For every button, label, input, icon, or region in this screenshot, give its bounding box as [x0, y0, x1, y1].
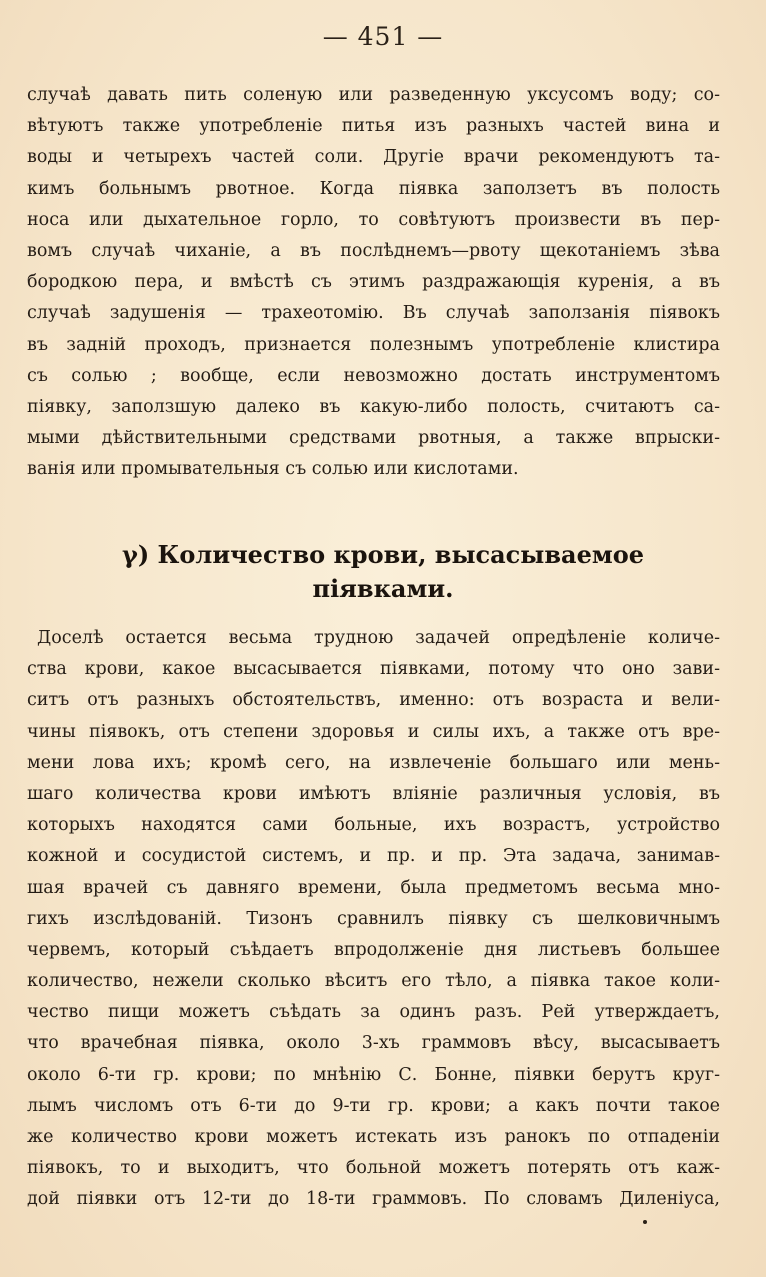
text-line: бородкою пера, и вмѣстѣ съ этимъ раздражающія куренія, а въ — [27, 272, 720, 293]
text-line: піявокъ, то и выходитъ, что больной можетъ потерять отъ каж- — [27, 1158, 720, 1179]
text-line: дой піявки отъ 12-ти до 18-ти граммовъ. По словамъ Диленіуса, — [27, 1189, 720, 1210]
ink-speck — [643, 1220, 647, 1224]
text-line: ства крови, какое высасывается піявками, потому что оно зави- — [27, 659, 720, 680]
text-line: количество, нежели сколько вѣситъ его тѣло, а піявка такое коли- — [27, 971, 720, 992]
text-line: мени лова ихъ; кромѣ сего, на извлеченіе большаго или мень- — [27, 752, 720, 773]
text-line: же количество крови можетъ истекать изъ ранокъ по отпаденіи — [27, 1127, 720, 1147]
text-line: гихъ изслѣдованій. Тизонъ сравнилъ піявку съ шелковичнымъ — [27, 908, 720, 929]
text-line: носа или дыхательное горло, то совѣтуютъ произвести въ пер- — [27, 209, 720, 230]
text-line: Доселѣ остается весьма трудною задачей опредѣленіе количе- — [37, 628, 720, 648]
text-line: чины піявокъ, отъ степени здоровья и силы ихъ, а также отъ вре- — [27, 721, 720, 742]
text-line: что врачебная піявка, около 3-хъ граммовъ вѣсу, высасываетъ — [27, 1033, 720, 1054]
text-line: кожной и сосудистой системъ, и пр. и пр. Эта задача, занимав- — [27, 846, 720, 867]
text-line: мыми дѣйствительными средствами рвотныя, а также впрыски- — [27, 428, 720, 449]
section-heading — [0, 538, 766, 606]
page-number: — 451 — — [322, 22, 444, 51]
section-heading-line: γ) Количество крови, высасываемое — [122, 540, 644, 569]
text-line: которыхъ находятся сами больные, ихъ возрастъ, устройство — [27, 815, 720, 836]
text-line: вомъ случаѣ чиханіе, а въ послѣднемъ—рвоту щекотаніемъ зѣва — [27, 240, 720, 261]
text-line: въ заднiй проходъ, признается полезнымъ употребленіе клистира — [27, 334, 720, 355]
paragraph-leech-removal — [27, 80, 720, 485]
text-line: лымъ числомъ отъ 6-ти до 9-ти гр. крови; а какъ почти такое — [27, 1095, 720, 1116]
text-line: случаѣ давать пить соленую или разведенную уксусомъ воду; со- — [27, 85, 720, 105]
text-line: кимъ больнымъ рвотное. Когда піявка заползетъ въ полость — [27, 178, 720, 199]
text-line: червемъ, который съѣдаетъ впродолженіе дня листьевъ большее — [27, 939, 720, 960]
text-line: вѣтуютъ также употребленіе питья изъ разныхъ частей вина и — [27, 116, 720, 137]
text-line: шая врачей съ давняго времени, была предметомъ весьма мно- — [27, 877, 720, 898]
section-heading-line: піявками. — [312, 574, 454, 603]
paragraph-blood-quantity — [27, 623, 720, 1216]
text-line: около 6-ти гр. крови; по мнѣнію С. Бонне, піявки берутъ круг- — [27, 1064, 720, 1085]
text-line: ванія или промывательныя съ солью или кислотами. — [27, 459, 519, 480]
text-line: случаѣ задушенія — трахеотомію. Въ случаѣ заползанія піявокъ — [27, 303, 720, 324]
text-line: воды и четырехъ частей соли. Другіе врачи рекомендуютъ та- — [27, 147, 720, 168]
text-line: чество пищи можетъ съѣдать за одинъ разъ. Рей утверждаетъ, — [27, 1002, 720, 1023]
text-line: ситъ отъ разныхъ обстоятельствъ, именно: отъ возраста и вели- — [27, 690, 720, 711]
text-line: шаго количества крови имѣютъ вліяніе различныя условія, въ — [27, 783, 720, 804]
text-line: піявку, заползшую далеко въ какую-либо полость, считаютъ са- — [27, 396, 720, 417]
text-line: съ солью ; вообще, если невозможно достать инструментомъ — [27, 365, 720, 386]
